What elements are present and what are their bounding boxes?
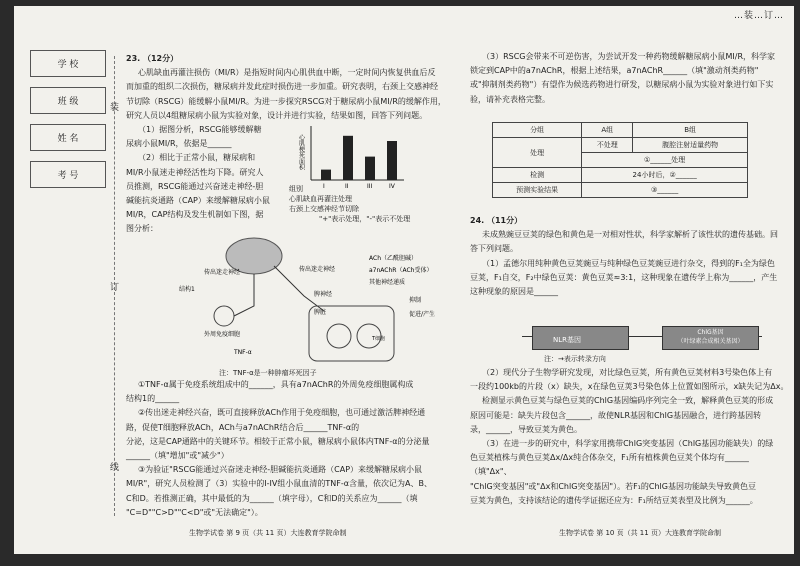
table-cell: 预测实验结果 bbox=[493, 183, 582, 198]
table-header: A组 bbox=[582, 123, 633, 138]
page-corner-mark: …装…订… bbox=[733, 11, 784, 21]
table-cell[interactable]: ③______ bbox=[582, 183, 748, 198]
legend-ach: ACh（乙酰胆碱） bbox=[369, 255, 417, 262]
sub2-line: 路，促使T细胞释放ACh，ACh与a7nAChR结合后______TNF-α的 bbox=[126, 422, 360, 432]
legend-promote: 促进/产生 bbox=[409, 311, 436, 318]
binding-label-2: 订 bbox=[110, 283, 120, 293]
sub2-line: ②传出迷走神经兴奋，既可直接释放ACh作用于免疫细胞，也可通过激活脾神经通 bbox=[138, 408, 426, 418]
q24-2-line: 原因可能是：缺失片段包含______，故使NLR基因和ChlG基因融合，进行跨基因转 bbox=[470, 410, 762, 420]
q24-1-line: 豆荚，F₁自交，F₂中绿色豆荚：黄色豆荚≈3:1，这种现象在遗传学上称为______，产生 bbox=[470, 272, 778, 282]
q23-intro-line: 而加重的组织二次损伤，糖尿病并发此症时损伤进一步加重。研究表明，右颈上交感神经 bbox=[126, 82, 438, 92]
q24-block bbox=[470, 214, 790, 299]
q24-intro-line: 答下列问题。 bbox=[470, 244, 518, 254]
q24-3-line: "ChlG突变基因"或"Δx和ChlG突变基因"）。若F₁的ChlG基因功能缺失导致黄色豆 bbox=[470, 481, 756, 491]
bar-1 bbox=[321, 170, 331, 180]
diagram-caption: 注：TNF-α是一种肿瘤坏死因子 bbox=[219, 369, 317, 377]
q23-intro-line: 心肌缺血再灌注损伤（MI/R）是指短时间内心肌供血中断，一定时间内恢复供血后反 bbox=[138, 68, 436, 78]
q1-line: （1）据图分析，RSCG能够缓解糖 bbox=[138, 125, 262, 135]
chart-row-head: 组别 bbox=[289, 185, 303, 193]
sub1-line: 结构1的______ bbox=[126, 394, 180, 404]
gene-diagram bbox=[522, 326, 762, 348]
q24-2-line: 录，______，导致豆荚为黄色。 bbox=[470, 424, 582, 434]
spleen-cell-icon bbox=[327, 324, 351, 348]
q2-line: MI/R小鼠迷走神经活性均下降。研究人 bbox=[126, 167, 264, 177]
bar-4 bbox=[387, 141, 397, 180]
chart-note: "+"表示处理，"-"表示不处理 bbox=[319, 215, 411, 223]
immune-label: 外周免疫细胞 bbox=[204, 331, 241, 338]
student-info-table bbox=[30, 50, 106, 188]
table-header: B组 bbox=[633, 123, 748, 138]
cap-diagram bbox=[174, 236, 464, 366]
q24-3-line: 色豆荚植株与黄色豆荚Δx/Δx纯合体杂交，F₁所有植株黄色豆荚个体均有______（填"Δx"、 bbox=[470, 453, 749, 477]
sub3-line: ③为验证"RSCG能通过兴奋迷走神经-胆碱能抗炎通路（CAP）来缓解糖尿病小鼠 bbox=[138, 465, 423, 475]
bar-label: II bbox=[345, 183, 349, 190]
q1-line: 尿病小鼠MI/R，依据是______ bbox=[126, 139, 232, 149]
q24-3-line: 豆荚为黄色，支持该结论的遗传学证据还应为：F₁所结豆荚表型及比例为______。 bbox=[470, 495, 758, 505]
legend-receptor: a7nAChR（ACh受体） bbox=[369, 267, 433, 274]
legend-inhibit: 抑制 bbox=[409, 297, 422, 304]
sub3-line: MI/R"，研究人员检测了（3）实验中的I-IV组小鼠血清的TNF-α含量，依次记为A、B、 bbox=[126, 479, 432, 489]
binding-label-1: 装 bbox=[110, 103, 120, 113]
nlr-gene-bar bbox=[532, 326, 629, 350]
sub1-line: ①TNF-α属于免疫系统组成中的______，具有a7nAChR的外周免疫细胞属构成 bbox=[138, 380, 414, 389]
sub3-line: "C=D""C>D""C<D"或"无法确定"）。 bbox=[126, 507, 263, 517]
chlg-gene-sub: （叶绿素合成相关基因） bbox=[677, 338, 744, 345]
exam-number-field[interactable]: 考 号 bbox=[31, 162, 106, 188]
bar-label: IV bbox=[389, 183, 395, 190]
exam-page bbox=[14, 6, 794, 554]
name-field[interactable]: 姓 名 bbox=[31, 125, 106, 151]
q2-line: （2）相比于正常小鼠，糖尿病和 bbox=[138, 153, 256, 163]
sub3-line: C和D。若推测正确，其中最低的为______（填字母），C和D的关系应为______（填 bbox=[126, 493, 418, 503]
spleen-nerve-label: 脾神经 bbox=[314, 291, 333, 298]
table-cell: 处理 bbox=[493, 138, 582, 168]
q24-title: 24. （11分） bbox=[470, 216, 523, 225]
q24-2-line: 检测显示黄色豆荚与绿色豆荚的ChlG基因编码序列完全一致，解释黄色豆荚的形成 bbox=[482, 396, 774, 406]
struct-label: 结构1 bbox=[179, 286, 195, 293]
r-intro-line: 验，请补充表格完整。 bbox=[470, 94, 550, 104]
left-subquestions bbox=[126, 378, 456, 520]
q23-intro-line: 节切除（RSCG）能缓解小鼠MI/R。为进一步探究RSCG对于糖尿病小鼠MI/R的缓解作用， bbox=[126, 96, 446, 106]
efferent-label: 传出迷走神经 bbox=[204, 269, 241, 276]
experiment-table bbox=[492, 122, 748, 198]
left-footer: 生物学试卷 第 9 页（共 11 页）大连教育学院命制 bbox=[189, 529, 347, 537]
mi-bar-chart bbox=[289, 124, 449, 224]
q24-3-line: （3）在进一步的研究中，科学家用携带ChlG突变基因（ChlG基因功能缺失）的绿 bbox=[482, 439, 774, 449]
table-cell[interactable]: ①______处理 bbox=[582, 153, 748, 168]
bar-2 bbox=[343, 136, 353, 180]
q24-2-line: （2）现代分子生物学研究发现，对比绿色豆荚，所有黄色豆荚材料3号染色体上有 bbox=[482, 368, 773, 377]
right-column bbox=[470, 50, 790, 107]
chart-ylabel: 心肌梗死面积 bbox=[297, 134, 305, 170]
afferent-label: 传出迷走神经 bbox=[299, 266, 336, 273]
gene-note: 注：→表示转录方向 bbox=[544, 355, 606, 363]
q24-1-line: 这种现象的原因是______ bbox=[470, 287, 558, 297]
table-cell: 不处理 bbox=[582, 138, 633, 153]
tnf-label: TNF-α bbox=[234, 349, 252, 356]
right-footer: 生物学试卷 第 10 页（共 11 页）大连教育学院命制 bbox=[559, 529, 721, 537]
chlg-gene-label: ChlG基因 bbox=[697, 329, 724, 336]
binding-label-3: 线 bbox=[110, 463, 120, 473]
tcell-label: T细胞 bbox=[372, 336, 386, 342]
r-intro-line: 锁定到CAP中的a7nAChR，根据上述结果，a7nAChR______（填"激动剂类药物" bbox=[470, 66, 759, 76]
legend-other: 其他神经递质 bbox=[369, 279, 406, 286]
table-cell[interactable]: 24小时后，②______ bbox=[582, 168, 748, 183]
q2-line: 碱能抗炎通路（CAP）来缓解糖尿病小鼠 bbox=[126, 196, 270, 206]
chart-rows bbox=[289, 184, 449, 224]
q24-2-line: 一段约100kb的片段（x）缺失，x在绿色豆荚3号染色体上位置如图所示，x缺失记为Δx。 bbox=[470, 382, 789, 392]
chart-row2: 右颈上交感神经节切除 bbox=[289, 205, 359, 213]
chart-row1: 心肌缺血再灌注处理 bbox=[289, 195, 352, 203]
bar-label: I bbox=[323, 183, 325, 190]
bar-3 bbox=[365, 157, 375, 180]
immune-cell-icon bbox=[214, 306, 234, 326]
nlr-gene-label: NLR基因 bbox=[553, 336, 581, 344]
class-field[interactable]: 班 级 bbox=[31, 88, 106, 114]
table-cell: 腹腔注射适量药物 bbox=[633, 138, 748, 153]
q2-line: MI/R，CAP结构及发生机制如下图，据 bbox=[126, 210, 264, 220]
r-intro-line: 或"抑制剂类药物"）有望作为候选药物进行研发，以糖尿病小鼠为实验对象进行如下实 bbox=[470, 80, 774, 90]
q24-1-line: （1）孟德尔用纯种黄色豆荚豌豆与纯种绿色豆荚豌豆进行杂交，得到的F₁全为绿色 bbox=[482, 258, 775, 268]
q24-intro-line: 未成熟豌豆豆荚的绿色和黄色是一对相对性状，科学家解析了该性状的遗传基础。回 bbox=[482, 230, 778, 240]
sub2-line: ______（填"增加"或"减少"） bbox=[126, 451, 229, 461]
bar-label: III bbox=[367, 183, 373, 190]
table-cell: 检测 bbox=[493, 168, 582, 183]
chlg-gene-bar bbox=[662, 326, 759, 350]
q24-23-block bbox=[470, 366, 790, 508]
q2-line: 图分析： bbox=[126, 224, 158, 234]
r-intro-line: （3）RSCG会带来不可逆伤害，为尝试开发一种药物缓解糖尿病小鼠MI/R，科学家 bbox=[482, 52, 776, 61]
q23-title: 23. （12分） bbox=[126, 54, 179, 63]
table-header: 分组 bbox=[493, 123, 582, 138]
spleen-label: 脾脏 bbox=[314, 309, 327, 316]
q23-intro-line: 研究人员以4组糖尿病小鼠为实验对象，设计并进行实验，结果如图，回答下列问题。 bbox=[126, 110, 428, 120]
q2-line: 员推测，RSCG能通过兴奋迷走神经-胆 bbox=[126, 181, 264, 191]
sub2-line: 分泌，这是CAP通路中的关键环节。相较于正常小鼠，糖尿病小鼠体内TNF-α的分泌量 bbox=[126, 436, 430, 446]
school-field[interactable]: 学 校 bbox=[31, 51, 106, 77]
